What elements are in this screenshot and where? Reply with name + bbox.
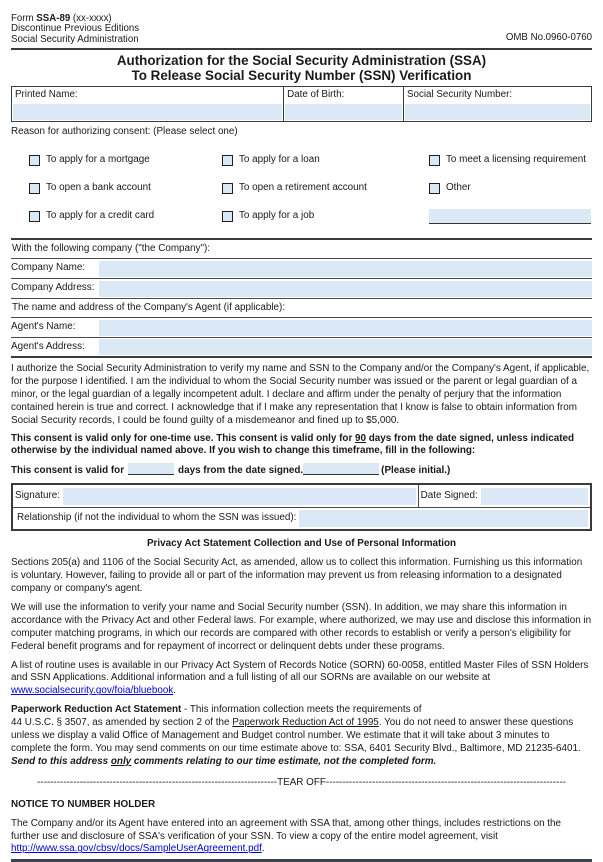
consent-paragraph (11, 433, 592, 459)
dob-cell (284, 87, 404, 121)
signature-input[interactable] (63, 488, 416, 505)
consent-fill-pre: This consent is valid for (11, 465, 125, 477)
retirement-account-label: To open a retirement account (239, 181, 367, 193)
bluebook-link[interactable]: www.socialsecurity.gov/foia/bluebook (11, 685, 174, 697)
option-loan (222, 154, 429, 167)
licensing-label: To meet a licensing requirement (446, 153, 586, 165)
discontinue-line: Discontinue Previous Editions (11, 23, 140, 35)
privacy-p3-text: A list of routine uses is available in our Privacy Act System of Records Notice (SORN) 60-0058, entitled Master Files of SSN Holders and SSN Applications. Additional information and a full listing of all our SORNs are available on our website at (11, 659, 589, 684)
notice-text: The Company and/or its Agent have entered into an agreement with SSA that, among other things, includes restrictions on the further use and disclosure of SSA's verification of your SSN. To view a copy of the entire model agreement, visit (11, 817, 562, 842)
company-name-row (11, 259, 592, 279)
company-address-input[interactable] (99, 281, 592, 297)
form-edition: (xx-xxxx) (70, 13, 112, 24)
paperwork-seg3: . You do not need to answer these questions unless we display a valid Office of Management and Budget control number. We estimate that it will take about 3 minutes to complete the form. You may send comments on our time estimate above to: SSA, 6401 Security Blvd., Baltimore, MD 21235-6401. (11, 717, 581, 754)
paperwork-italic1: Send to this address (11, 755, 111, 767)
authorization-paragraph: I authorize the Social Security Administration to verify my name and SSN to the Company and/or the Company's Agent, if applicable, for the purpose I identified. I am the individual to whom the Social Security number was issued or the parent or legal guardian of a minor, or the legal guardian of a legally incompetent adult. I declare and affirm under the penalty of perjury that the information contained herein is true and correct. I acknowledge that if I make any representation that I know is false to obtain information from Social Security records, I could be found guilty of a misdemeanor and fined up to $5,000. (11, 363, 590, 426)
option-job (222, 210, 429, 223)
loan-checkbox[interactable] (222, 155, 233, 166)
form-title (11, 54, 592, 83)
days-input[interactable] (128, 463, 174, 475)
option-bank-account (29, 182, 222, 195)
company-heading: With the following company ("the Company"): (12, 243, 211, 255)
option-retirement-account (222, 182, 429, 195)
date-signed-input[interactable] (481, 488, 588, 505)
paperwork-seg2: 44 U.S.C. § 3507, as amended by section 2 of the (11, 717, 233, 729)
other-checkbox[interactable] (429, 183, 440, 194)
privacy-paragraph-1: Sections 205(a) and 1106 of the Social Security Act, as amended, allow us to collect this information. Furnishing us this information is voluntary. However, failing to provide all or part of the information may prevent us from releasing information to a designated company or company's agent. (11, 557, 583, 594)
dob-input[interactable] (285, 104, 402, 120)
company-name-label: Company Name: (11, 262, 86, 274)
paperwork-italic2: comments relating to our time estimate, not the completed form. (131, 755, 437, 767)
identity-table (11, 86, 592, 122)
credit-card-label: To apply for a credit card (46, 209, 155, 221)
paperwork-seg1: - This information collection meets the requirements of (181, 704, 422, 716)
option-licensing (429, 154, 592, 167)
company-name-input[interactable] (99, 261, 592, 277)
other-reason-input[interactable] (429, 209, 591, 224)
form-word: Form (11, 13, 37, 24)
company-address-row (11, 279, 592, 299)
consent-fill-post: (Please initial.) (381, 465, 451, 477)
signature-row (13, 485, 590, 508)
printed-name-input[interactable] (13, 104, 282, 120)
paperwork-paragraph (11, 704, 592, 769)
agent-address-input[interactable] (99, 339, 592, 355)
privacy-paragraph-3 (11, 660, 592, 699)
notice-heading: NOTICE TO NUMBER HOLDER (11, 798, 156, 810)
consent-fill-line (11, 463, 592, 478)
loan-label: To apply for a loan (239, 153, 320, 165)
paperwork-lead: Paperwork Reduction Act Statement (11, 704, 182, 716)
consent-90-days: 90 (355, 432, 367, 444)
agent-address-row (11, 338, 592, 358)
job-label: To apply for a job (239, 209, 315, 221)
reason-options-grid (29, 146, 592, 230)
agent-name-label: Agent's Name: (11, 321, 76, 333)
signature-table (11, 483, 592, 531)
ssn-cell (404, 87, 591, 121)
option-credit-card (29, 210, 222, 223)
tear-off-dashes-left: ------------------------------------------------------------------------- (37, 776, 278, 788)
printed-name-label: Printed Name: (15, 89, 78, 101)
date-signed-label: Date Signed: (420, 489, 478, 501)
dob-label: Date of Birth: (287, 89, 345, 101)
printed-name-cell (12, 87, 284, 121)
ssn-label: Social Security Number: (406, 89, 513, 101)
tear-off-dashes-right: ------------------------------------------------------------------------- (325, 776, 566, 788)
signature-cell (13, 485, 419, 507)
relationship-label: Relationship (if not the individual to whom the SSN was issued): (17, 512, 297, 524)
sample-user-agreement-link[interactable]: http://www.ssa.gov/cbsv/docs/SampleUserAgreement.pdf (11, 843, 262, 855)
agent-name-input[interactable] (99, 320, 592, 336)
credit-card-checkbox[interactable] (29, 211, 40, 222)
form-title-line1: Authorization for the Social Security Administration (SSA) (116, 53, 487, 69)
date-signed-cell (419, 485, 590, 507)
relationship-input[interactable] (299, 510, 588, 527)
consent-text-post: days from the date signed, unless indicated otherwise by the individual named above. If you wish to change this timeframe, fill in the following: (11, 432, 575, 457)
bank-account-checkbox[interactable] (29, 183, 40, 194)
agency-line: Social Security Administration (11, 33, 139, 45)
form-header (11, 14, 592, 50)
tear-off-line (11, 777, 592, 790)
reason-heading: Reason for authorizing consent: (Please select one) (11, 126, 238, 138)
initial-input[interactable] (303, 463, 379, 475)
tear-off-label: TEAR OFF (277, 776, 326, 788)
privacy-p3-period: . (173, 685, 177, 697)
privacy-heading: Privacy Act Statement Collection and Use of Personal Information (146, 538, 457, 550)
agent-address-label: Agent's Address: (11, 340, 85, 352)
privacy-paragraph-2: We will use the information to verify your name and Social Security number (SSN). In addition, we may share this information in accordance with the Privacy Act and other Federal laws. For example, where authorized, we may use and disclose this information in computer matching programs, in which our records are compared with other records to establish or verify a person's eligibility for Federal benefit programs and for repayment of incorrect or delinquent debts under these programs. (11, 601, 592, 652)
signature-label: Signature: (15, 489, 61, 501)
job-checkbox[interactable] (222, 211, 233, 222)
consent-text-pre: This consent is valid only for one-time use. This consent is valid only for (11, 432, 356, 444)
licensing-checkbox[interactable] (429, 155, 440, 166)
mortgage-label: To apply for a mortgage (46, 153, 150, 165)
consent-fill-mid: days from the date signed. (178, 465, 304, 477)
paperwork-only: only (110, 755, 132, 767)
ssn-input[interactable] (405, 104, 590, 120)
option-mortgage (29, 154, 222, 167)
notice-period: . (261, 843, 265, 855)
bank-account-label: To open a bank account (46, 181, 151, 193)
company-address-label: Company Address: (11, 282, 95, 294)
agent-name-row (11, 318, 592, 338)
form-number: SSA-89 (36, 13, 71, 24)
other-label: Other (446, 181, 471, 193)
mortgage-checkbox[interactable] (29, 155, 40, 166)
form-id-block (11, 14, 139, 45)
option-other (429, 182, 592, 195)
agent-heading: The name and address of the Company's Agent (if applicable): (12, 302, 286, 314)
omb-number: OMB No.0960-0760 (505, 32, 592, 44)
retirement-account-checkbox[interactable] (222, 183, 233, 194)
paperwork-act-1995: Paperwork Reduction Act of 1995 (232, 717, 379, 729)
form-title-line2: To Release Social Security Number (SSN) Verification (131, 67, 472, 83)
relationship-row (13, 508, 590, 529)
notice-paragraph (11, 818, 592, 857)
